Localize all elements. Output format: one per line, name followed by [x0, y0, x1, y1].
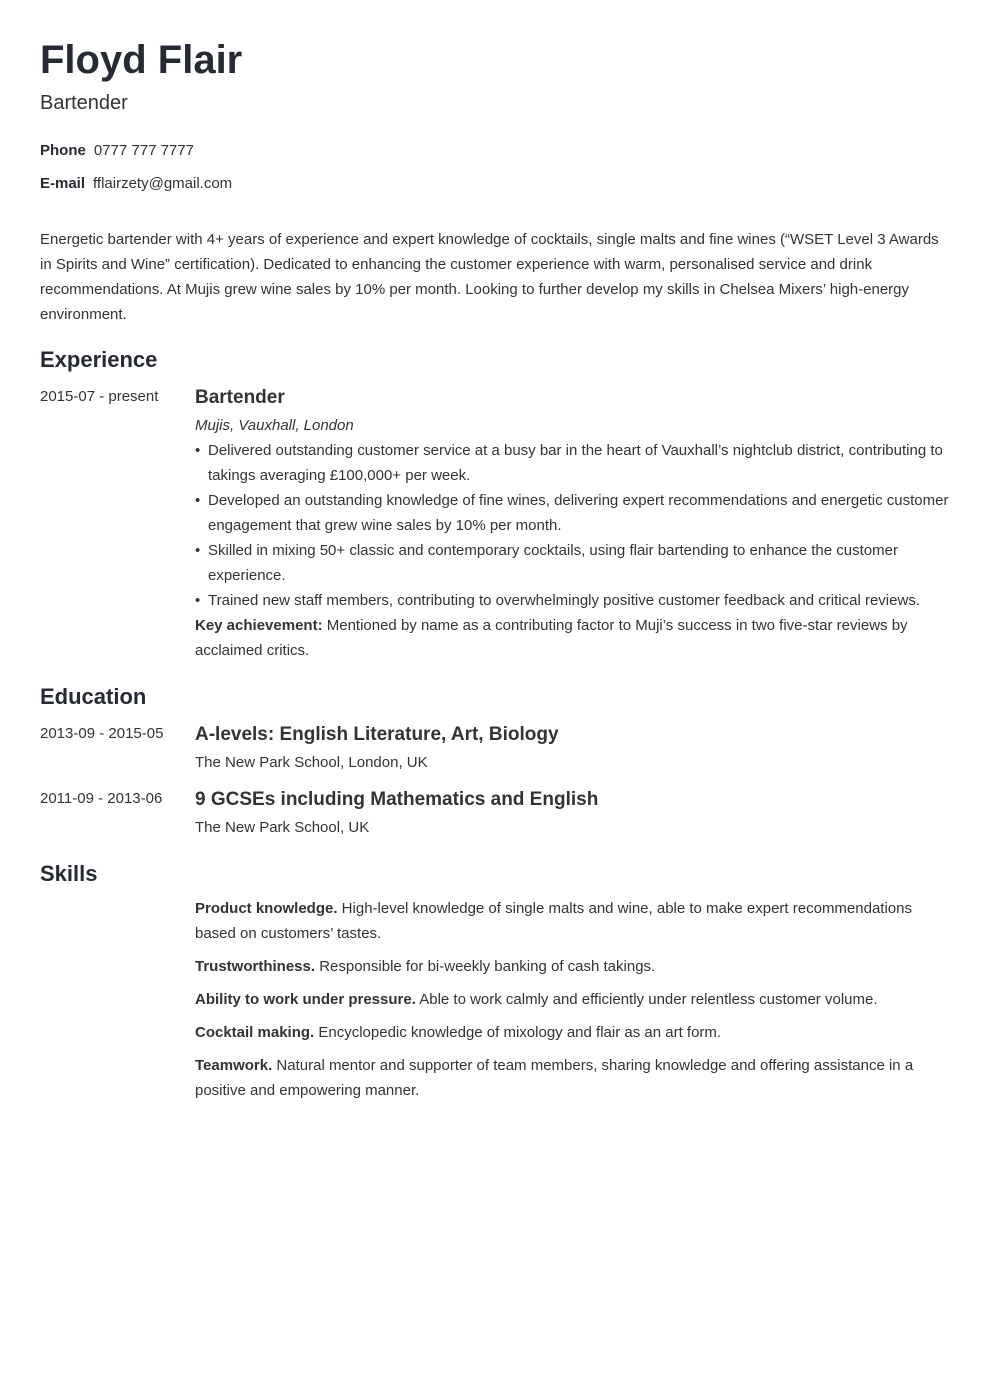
job-dates: 2015-07 - present — [40, 388, 159, 405]
education-details — [195, 788, 950, 840]
key-achievement — [195, 613, 950, 663]
skill-name: Product knowledge. — [195, 900, 338, 917]
key-achievement-text: Mentioned by name as a contributing factor to Muji’s success in two five-star reviews by acclaimed critics. — [195, 617, 908, 659]
skill-text: High-level knowledge of single malts and wine, able to make expert recommendations based on customers’ tastes. — [195, 900, 912, 942]
skill-name: Ability to work under pressure. — [195, 991, 416, 1008]
phone-value[interactable]: 0777 777 7777 — [93, 142, 194, 159]
list-item: • Trained new staff members, contributing to overwhelmingly positive customer feedback and critical reviews. — [195, 588, 950, 613]
education-heading: Education — [40, 684, 147, 709]
education-dates: 2011-09 - 2013-06 — [40, 790, 163, 807]
skill-text: Encyclopedic knowledge of mixology and flair as an art form. — [314, 1024, 722, 1041]
skill-text: Able to work calmly and efficiently under relentless customer volume. — [415, 991, 878, 1008]
education-details — [195, 723, 950, 775]
education-dates: 2013-09 - 2015-05 — [40, 725, 164, 742]
skill-name: Teamwork. — [195, 1057, 273, 1074]
profile-summary: Energetic bartender with 4+ years of experience and expert knowledge of cocktails, single malts and fine wines (“WSET Level 3 Awards in Spirits and Wine” certification). Dedicated to enhancing the customer experience with warm, personalised service and drink recommendations. At Mujis grew wine sales by 10% per month. Looking to further develop my skills in Chelsea Mixers’ high-energy environment. — [40, 231, 939, 323]
candidate-name: Floyd Flair — [40, 38, 243, 82]
list-item: • Developed an outstanding knowledge of fine wines, delivering expert recommendations and energetic customer engagement that grew wine sales by 10% per month. — [195, 488, 950, 538]
job-details — [195, 386, 950, 663]
job-company: Mujis, Vauxhall, London — [195, 417, 354, 434]
skills-heading: Skills — [40, 861, 98, 886]
skill-item — [195, 896, 950, 946]
skill-text: Responsible for bi-weekly banking of cash takings. — [315, 958, 656, 975]
job-title: Bartender — [195, 387, 285, 408]
contact-email — [40, 174, 232, 194]
education-school: The New Park School, UK — [195, 819, 370, 836]
job-bullets — [195, 438, 950, 613]
education-school: The New Park School, London, UK — [195, 754, 428, 771]
education-title: A-levels: English Literature, Art, Biology — [195, 724, 559, 745]
skill-name: Cocktail making. — [195, 1024, 315, 1041]
email-value[interactable]: fflairzety@gmail.com — [93, 175, 233, 192]
skills-content — [195, 896, 950, 1111]
experience-heading: Experience — [40, 347, 158, 372]
skill-item — [195, 954, 950, 979]
list-item: • Delivered outstanding customer service at a busy bar in the heart of Vauxhall’s nightclub district, contributing to takings averaging £100,000+ per week. — [195, 438, 950, 488]
skill-text: Natural mentor and supporter of team members, sharing knowledge and offering assistance in a positive and empowering manner. — [195, 1057, 914, 1099]
education-title: 9 GCSEs including Mathematics and English — [195, 789, 599, 810]
skill-item — [195, 1053, 950, 1103]
phone-label: Phone — [40, 142, 86, 159]
email-label: E-mail — [40, 175, 86, 192]
key-achievement-label: Key achievement: — [195, 617, 323, 634]
contact-phone — [40, 141, 194, 161]
skill-name: Trustworthiness. — [195, 958, 316, 975]
skill-item — [195, 987, 950, 1012]
skill-item — [195, 1020, 950, 1045]
candidate-title: Bartender — [40, 92, 128, 114]
list-item: • Skilled in mixing 50+ classic and contemporary cocktails, using flair bartending to enhance the customer experience. — [195, 538, 950, 588]
